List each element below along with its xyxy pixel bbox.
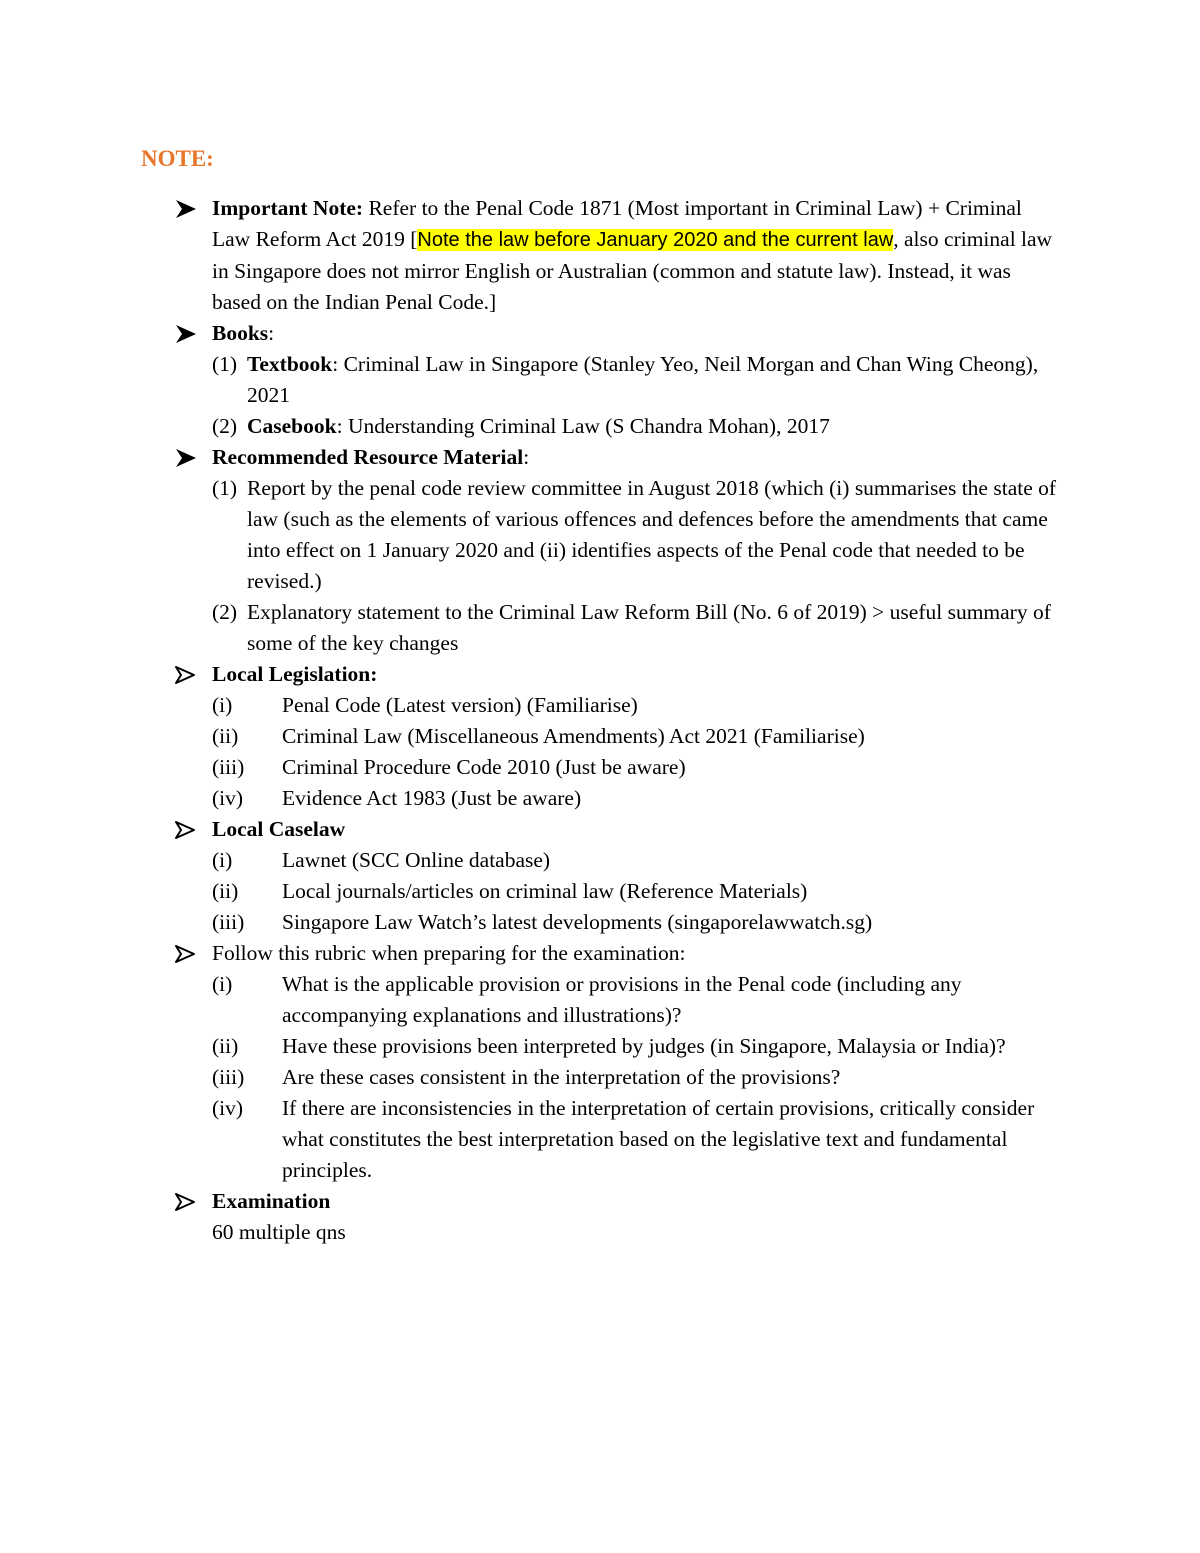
legislation-item xyxy=(212,721,1060,752)
rubric-item-number: (ii) xyxy=(212,1034,239,1058)
book-item xyxy=(212,349,1060,411)
examination-bullet xyxy=(0,1186,1200,1248)
legislation-item xyxy=(212,783,1060,814)
caselaw-item-text: Lawnet (SCC Online database) xyxy=(282,848,551,872)
important-note-label: Important Note: xyxy=(212,196,364,220)
resources-title: Recommended Resource Material xyxy=(212,445,524,469)
rubric-item-text: If there are inconsistencies in the interpretation of certain provisions, critically consider what constitutes the best interpretation based on the legislative text and fundamental principles. xyxy=(282,1096,1035,1182)
rubric-item xyxy=(212,1062,1060,1093)
arrow-bullet-icon xyxy=(174,324,198,344)
caselaw-bullet xyxy=(0,814,1200,938)
caselaw-item-number: (i) xyxy=(212,848,233,872)
resource-item-number: (2) xyxy=(212,600,238,624)
legislation-item-text: Evidence Act 1983 (Just be aware) xyxy=(282,786,582,810)
caselaw-item xyxy=(212,907,1060,938)
books-title: Books xyxy=(212,321,269,345)
book-item xyxy=(212,411,1060,442)
resource-item-number: (1) xyxy=(212,476,238,500)
resource-item xyxy=(212,597,1060,659)
rubric-item xyxy=(212,1031,1060,1062)
highlighted-text: Note the law before January 2020 and the current law xyxy=(417,229,894,251)
book-item-label: Textbook xyxy=(247,352,333,376)
rubric-item-number: (i) xyxy=(212,972,233,996)
book-item-number: (2) xyxy=(212,414,238,438)
legislation-bullet xyxy=(0,659,1200,814)
arrow-bullet-icon xyxy=(174,820,196,840)
resource-item-text: Report by the penal code review committee in August 2018 (which (i) summarises the state of law (such as the elements of various offences and defences before the amendments that came into effect on 1 January 2020 and (ii) identifies aspects of the Penal code that needed to be revised.) xyxy=(247,476,1057,593)
caselaw-item-number: (ii) xyxy=(212,879,239,903)
rubric-item-number: (iii) xyxy=(212,1065,245,1089)
arrow-bullet-icon xyxy=(174,1192,196,1212)
caselaw-title: Local Caselaw xyxy=(212,817,346,841)
important-note-text: Refer to the Penal Code 1871 (Most important in Criminal Law) + Criminal Law Reform Act 2019 [ xyxy=(212,196,1022,251)
legislation-item-text: Criminal Procedure Code 2010 (Just be aware) xyxy=(282,755,686,779)
examination-text: 60 multiple qns xyxy=(212,1220,346,1244)
caselaw-item-text: Local journals/articles on criminal law (Reference Materials) xyxy=(282,879,808,903)
legislation-item xyxy=(212,690,1060,721)
note-heading: NOTE: xyxy=(141,146,214,171)
rubric-item-text: What is the applicable provision or provisions in the Penal code (including any accompanying explanations and illustrations)? xyxy=(282,972,962,1027)
book-item-number: (1) xyxy=(212,352,238,376)
important-note-text-end: , also criminal law in Singapore does not mirror English or Australian (common and statute law). Instead, it was based on the Indian Penal Code.] xyxy=(212,227,1053,314)
legislation-item xyxy=(212,752,1060,783)
arrow-bullet-icon xyxy=(174,665,196,685)
legislation-item-number: (iv) xyxy=(212,786,244,810)
books-suffix: : xyxy=(268,321,275,345)
rubric-item-number: (iv) xyxy=(212,1096,244,1120)
rubric-bullet xyxy=(0,938,1200,1186)
legislation-title: Local Legislation: xyxy=(212,662,378,686)
legislation-item-number: (iii) xyxy=(212,755,245,779)
resources-suffix: : xyxy=(523,445,530,469)
rubric-title: Follow this rubric when preparing for the examination: xyxy=(212,941,686,965)
resource-item xyxy=(212,473,1060,597)
notes-content xyxy=(0,193,1200,1248)
resource-item-text: Explanatory statement to the Criminal Law Reform Bill (No. 6 of 2019) > useful summary of some of the key changes xyxy=(247,600,1051,655)
legislation-item-number: (ii) xyxy=(212,724,239,748)
book-item-label: Casebook xyxy=(247,414,337,438)
book-item-text: : Criminal Law in Singapore (Stanley Yeo, Neil Morgan and Chan Wing Cheong), 2021 xyxy=(247,352,1039,407)
caselaw-item-number: (iii) xyxy=(212,910,245,934)
arrow-bullet-icon xyxy=(174,944,196,964)
arrow-bullet-icon xyxy=(174,448,198,468)
arrow-bullet-icon xyxy=(174,199,198,219)
important-note-bullet xyxy=(0,193,1200,318)
rubric-item xyxy=(212,969,1060,1031)
caselaw-item xyxy=(212,876,1060,907)
rubric-item-text: Are these cases consistent in the interpretation of the provisions? xyxy=(282,1065,841,1089)
resources-bullet xyxy=(0,442,1200,659)
rubric-item xyxy=(212,1093,1060,1186)
legislation-item-text: Criminal Law (Miscellaneous Amendments) Act 2021 (Familiarise) xyxy=(282,724,865,748)
legislation-item-number: (i) xyxy=(212,693,233,717)
caselaw-item xyxy=(212,845,1060,876)
caselaw-item-text: Singapore Law Watch’s latest developments (singaporelawwatch.sg) xyxy=(282,910,873,934)
rubric-item-text: Have these provisions been interpreted by judges (in Singapore, Malaysia or India)? xyxy=(282,1034,1006,1058)
examination-title: Examination xyxy=(212,1189,331,1213)
book-item-text: : Understanding Criminal Law (S Chandra Mohan), 2017 xyxy=(336,414,830,438)
books-bullet xyxy=(0,318,1200,442)
legislation-item-text: Penal Code (Latest version) (Familiarise) xyxy=(282,693,638,717)
